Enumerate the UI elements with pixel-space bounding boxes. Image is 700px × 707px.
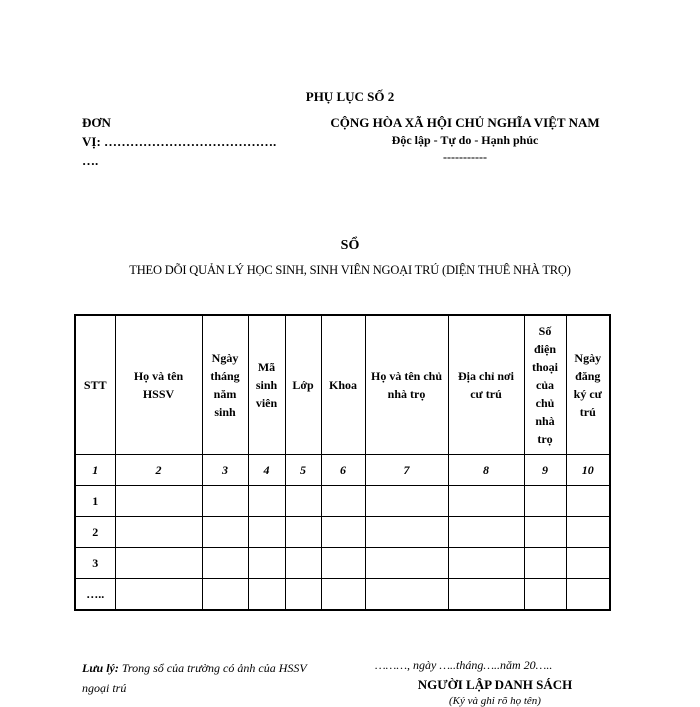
table-cell [248, 579, 285, 611]
column-number: 9 [524, 455, 566, 486]
table-cell [448, 486, 524, 517]
appendix-label: PHỤ LỤC SỐ 2 [305, 89, 395, 104]
table-cell [202, 486, 248, 517]
table-cell [285, 579, 321, 611]
column-number: 6 [321, 455, 365, 486]
footnote-label: Lưu lý: [82, 661, 119, 675]
national-motto: Độc lập - Tự do - Hạnh phúc [391, 133, 539, 147]
header-registration-date: Ngày đăng ký cư trú [566, 315, 610, 455]
table-row [75, 486, 610, 517]
register-table [74, 314, 611, 611]
table-cell [115, 517, 202, 548]
row-stt: 3 [75, 548, 115, 579]
table-cell [566, 517, 610, 548]
table-header-row [75, 315, 610, 455]
table-cell [115, 486, 202, 517]
table-cell [115, 548, 202, 579]
table-row [75, 548, 610, 579]
header-landlord-name: Họ và tên chủ nhà trọ [365, 315, 448, 455]
organization-line-2: VỊ: …………………………………. [82, 134, 277, 149]
row-stt: 2 [75, 517, 115, 548]
table-cell [524, 579, 566, 611]
table-cell [202, 517, 248, 548]
table-cell [285, 486, 321, 517]
national-title: CỘNG HÒA XÃ HỘI CHỦ NGHĨA VIỆT NAM [330, 115, 600, 130]
header-faculty: Khoa [321, 315, 365, 455]
table-cell [365, 548, 448, 579]
table-cell [248, 517, 285, 548]
table-cell [285, 517, 321, 548]
column-number: 8 [448, 455, 524, 486]
table-cell [321, 517, 365, 548]
column-number: 3 [202, 455, 248, 486]
header-date-of-birth: Ngày tháng năm sinh [202, 315, 248, 455]
organization-line-1: ĐƠN [82, 115, 111, 130]
table-cell [202, 548, 248, 579]
header-student-name: Họ và tên HSSV [115, 315, 202, 455]
table-cell [248, 548, 285, 579]
date-line: ………, ngày …..tháng…..năm 20….. [375, 658, 553, 672]
table-cell [566, 579, 610, 611]
table-row [75, 579, 610, 611]
document-subtitle: THEO DÕI QUẢN LÝ HỌC SINH, SINH VIÊN NGOẠI TRÚ (DIỆN THUÊ NHÀ TRỌ) [129, 263, 571, 277]
table-cell [448, 548, 524, 579]
signer-title: NGƯỜI LẬP DANH SÁCH [417, 677, 573, 692]
footnote-text: Trong sổ của trường có ảnh của HSSV ngoại trú [82, 661, 307, 695]
column-number-row [75, 455, 610, 486]
motto-divider: ----------- [443, 150, 487, 164]
column-number: 7 [365, 455, 448, 486]
table-cell [566, 548, 610, 579]
table-cell [365, 579, 448, 611]
header-class: Lớp [285, 315, 321, 455]
table-cell [365, 486, 448, 517]
table-cell [115, 579, 202, 611]
table-cell [248, 486, 285, 517]
column-number: 4 [248, 455, 285, 486]
table-cell [524, 517, 566, 548]
column-number: 1 [75, 455, 115, 486]
table-cell [448, 517, 524, 548]
table-cell [321, 579, 365, 611]
table-cell [285, 548, 321, 579]
header-stt: STT [75, 315, 115, 455]
table-cell [321, 548, 365, 579]
table-cell [566, 486, 610, 517]
table-cell [448, 579, 524, 611]
table-cell [524, 486, 566, 517]
table-cell [524, 548, 566, 579]
table-cell [365, 517, 448, 548]
column-number: 10 [566, 455, 610, 486]
column-number: 2 [115, 455, 202, 486]
document-title: SỔ [340, 238, 360, 253]
table-cell [202, 579, 248, 611]
header-landlord-phone: Số điện thoại của chủ nhà trọ [524, 315, 566, 455]
header-student-id: Mã sinh viên [248, 315, 285, 455]
organization-line-3: …. [82, 153, 99, 168]
column-number: 5 [285, 455, 321, 486]
header-residence-address: Địa chỉ nơi cư trú [448, 315, 524, 455]
signer-hint: (Ký và ghi rõ họ tên) [449, 695, 541, 707]
row-stt: ….. [75, 579, 115, 611]
footnote [82, 658, 332, 698]
table-row [75, 517, 610, 548]
table-cell [321, 486, 365, 517]
row-stt: 1 [75, 486, 115, 517]
